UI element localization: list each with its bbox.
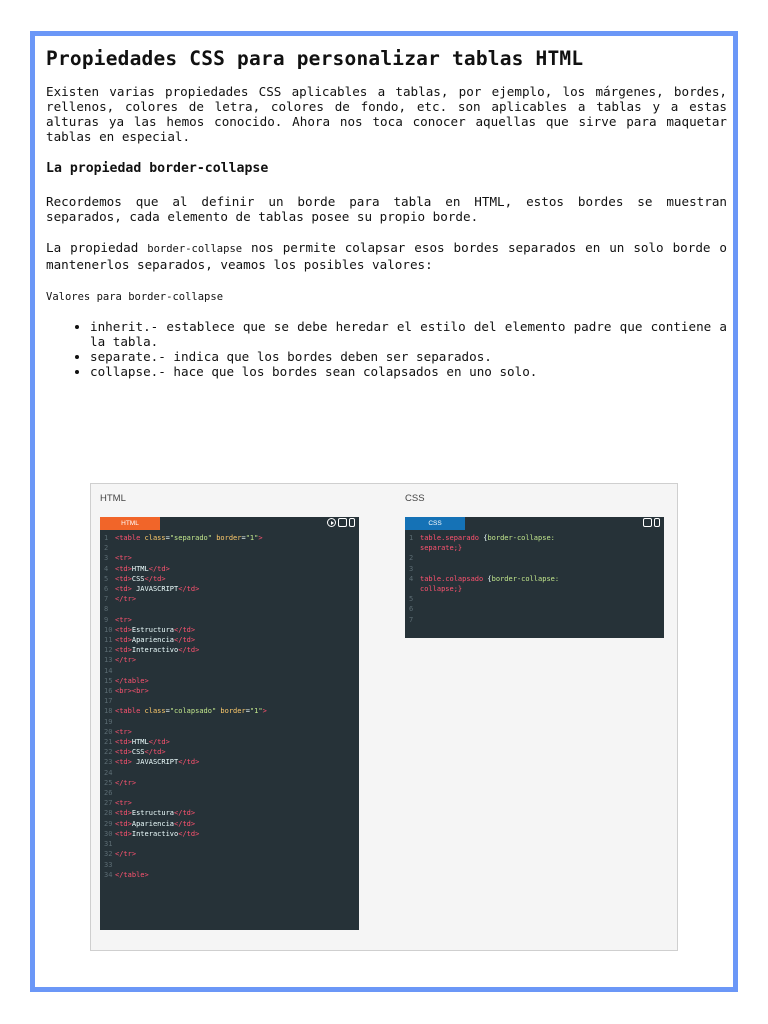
paragraph-propiedad-after: nos permite colapsar esos bordes separados en un solo borde o mantenerlos separados, veamos los posibles valores: (46, 240, 727, 272)
code-line: 6 (409, 605, 414, 614)
code-line: 6 <td> JAVASCRIPT</td> (104, 585, 200, 594)
values-list (46, 319, 727, 379)
list-item (90, 349, 727, 364)
code-line: 20 <tr> (104, 727, 132, 736)
article-frame (30, 31, 738, 992)
code-line: 13 </tr> (104, 656, 137, 665)
intro-paragraph: Existen varias propiedades CSS aplicables a tablas, por ejemplo, los márgenes, bordes, rellenos, colores de letra, colores de fondo, etc. son aplicables a tablas y a estas alturas ya las hemos conocido. Ahora nos toca conocer aquellas que sirve para maquetar tablas en especial. (46, 84, 727, 144)
code-line: 4 <td>HTML</td> (104, 564, 170, 573)
code-line: 2 (104, 544, 109, 553)
css-editor-controls (643, 518, 660, 527)
code-line: 33 (104, 860, 113, 869)
list-item (90, 364, 727, 379)
html-panel-title: HTML (100, 493, 126, 504)
code-line: 29 <td>Apariencia</td> (104, 819, 196, 828)
code-line: 1 <table class="separado" border="1"> (104, 534, 263, 542)
values-code: border-collapse (128, 291, 224, 303)
code-line: 5 <td>CSS</td> (104, 574, 166, 583)
list-item-text: .- indica que los bordes deben ser separados. (150, 349, 492, 364)
code-demo-embed (90, 483, 678, 951)
code-line: 18 <table class="colapsado" border="1"> (104, 707, 267, 716)
copy-icon[interactable] (349, 518, 355, 527)
tab-css[interactable]: CSS (405, 517, 465, 530)
code-line: 5 (409, 595, 414, 604)
code-line: 10 <td>Estructura</td> (104, 625, 196, 634)
code-line: 3 (409, 564, 414, 573)
list-item-code: separate (90, 349, 151, 364)
values-label: Valores para (46, 291, 129, 303)
code-line: 27 <tr> (104, 799, 132, 808)
result-icon[interactable] (643, 518, 652, 527)
article-content (46, 46, 727, 379)
list-item-code: inherit (90, 319, 144, 334)
paragraph-propiedad-before: La propiedad (46, 240, 148, 255)
code-line: 2 (409, 554, 414, 563)
code-line: 22 <td>CSS</td> (104, 748, 166, 757)
html-code-lines[interactable] (104, 533, 355, 880)
code-line: 25 </tr> (104, 778, 137, 787)
code-line: 19 (104, 717, 113, 726)
html-editor-controls (327, 518, 355, 527)
code-line: 14 (104, 666, 113, 675)
copy-icon[interactable] (654, 518, 660, 527)
result-icon[interactable] (338, 518, 347, 527)
code-line: 7 </tr> (104, 595, 137, 604)
css-tabbar (405, 517, 664, 530)
list-item-text: .- establece que se debe heredar el estilo del elemento padre que contiene a la tabla. (90, 319, 727, 349)
html-editor[interactable] (100, 517, 359, 930)
code-line: 32 </tr> (104, 850, 137, 859)
code-line: 21 <td>HTML</td> (104, 738, 170, 747)
code-line: 11 <td>Apariencia</td> (104, 636, 196, 645)
code-line: 26 (104, 789, 113, 798)
code-line: 8 (104, 605, 109, 614)
code-line: 17 (104, 697, 113, 706)
code-line: collapse;} (420, 585, 463, 594)
code-line: 3 <tr> (104, 554, 132, 563)
run-icon[interactable] (327, 518, 336, 527)
inline-code-border-collapse: border-collapse (147, 243, 243, 255)
tab-html[interactable]: HTML (100, 517, 160, 530)
code-line: 12 <td>Interactivo</td> (104, 646, 200, 655)
html-tabbar (100, 517, 359, 530)
list-item-code: collapse (90, 364, 151, 379)
css-code-lines[interactable] (409, 533, 660, 625)
code-line: separate;} (420, 544, 463, 553)
code-line: 30 <td>Interactivo</td> (104, 829, 200, 838)
values-heading (46, 288, 727, 305)
css-panel-title: CSS (405, 493, 425, 504)
css-editor[interactable] (405, 517, 664, 638)
paragraph-bordes: Recordemos que al definir un borde para tabla en HTML, estos bordes se muestran separados, cada elemento de tablas posee su propio borde. (46, 194, 727, 224)
code-line: 9 <tr> (104, 615, 132, 624)
code-line: 31 (104, 840, 113, 849)
page-title: Propiedades CSS para personalizar tablas HTML (46, 47, 584, 70)
code-line: 24 (104, 768, 113, 777)
list-item-text: .- hace que los bordes sean colapsados en uno solo. (150, 364, 538, 379)
code-line: 15 </table> (104, 676, 149, 685)
code-line: 28 <td>Estructura</td> (104, 809, 196, 818)
code-line: 34 </table> (104, 870, 149, 879)
paragraph-propiedad (46, 240, 727, 272)
code-line: 7 (409, 615, 414, 624)
section-heading: La propiedad border-collapse (46, 161, 269, 176)
list-item (90, 319, 727, 349)
code-line: 16 <br><br> (104, 687, 149, 696)
code-line: 23 <td> JAVASCRIPT</td> (104, 758, 200, 767)
code-line: 4 table.colapsado {border-collapse: (409, 574, 560, 583)
code-line: 1 table.separado {border-collapse: (409, 534, 555, 542)
